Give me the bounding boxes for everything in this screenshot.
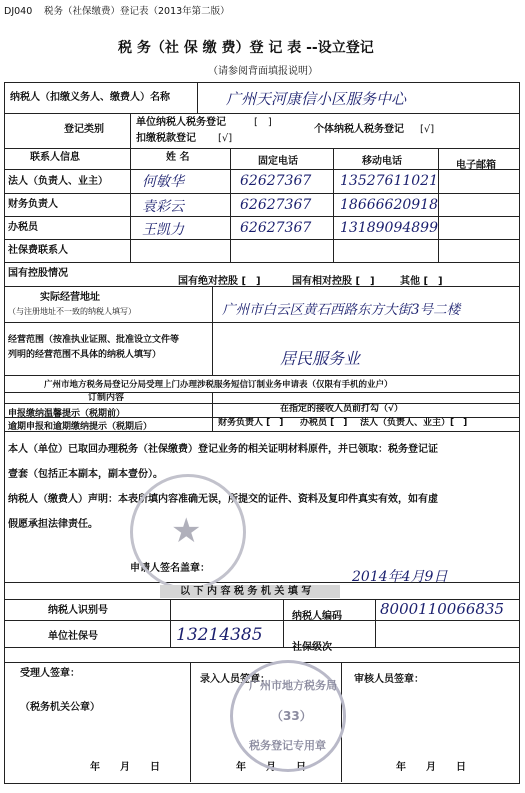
applicant-seal: [130, 474, 246, 590]
contacts-header-name: 姓 名: [166, 152, 190, 163]
contacts-header-info: 联系人信息: [30, 152, 80, 163]
seal-star-icon: ★: [171, 511, 202, 551]
scope-value[interactable]: 居民服务业: [280, 349, 361, 368]
unit-registration-label: 单位纳税人税务登记: [136, 117, 226, 128]
contacts-header-email: 电子邮箱: [456, 160, 496, 171]
address-sublabel: （与注册地址不一致的纳税人填写）: [8, 307, 136, 316]
accepter-sign-label: 受理人签章：: [20, 668, 80, 679]
sms-title: 广州市地方税务局登记分局受理上门办理涉税服务短信订制业务申请表（仅限有手机的业户）: [44, 380, 393, 390]
office-seal-label: （税务机关公章）: [20, 702, 100, 713]
state-holding-other[interactable]: 其他 [ ]: [400, 276, 443, 287]
sms-col-content: 订制内容: [88, 393, 125, 403]
scope-label: 经营范围（按准执业证照、批准设立文件等: [8, 335, 180, 345]
tax-code-label: 纳税人编码: [292, 611, 342, 622]
entry-date: 年 月 日: [236, 762, 306, 773]
declaration-line-3: 纳税人（缴费人）声明：本表所填内容准确无误，所提交的证件、资料及复印件真实有效，如有虚: [8, 494, 438, 505]
form-code: DJ040: [4, 6, 33, 17]
withholding-registration-label: 扣缴税款登记: [136, 133, 196, 144]
tax-bureau-stamp: [230, 660, 346, 772]
sms-col-receivers: 在指定的接收人员前打勾（√）: [280, 404, 404, 414]
contact-role-social: 社保费联系人: [8, 245, 68, 256]
contacts-header-mobile: 移动电话: [362, 156, 402, 167]
social-level-label: 社保级次: [292, 642, 332, 653]
unit-registration-checkbox[interactable]: [ ]: [254, 117, 272, 128]
applicant-sign-label: 申请人签名盖章：: [130, 563, 210, 574]
contacts-header-phone: 固定电话: [258, 156, 298, 167]
stamp-text-2: （33）: [271, 709, 312, 723]
sms-item-reminder: 申报缴纳温馨提示（税期前）: [8, 409, 126, 419]
state-holding-absolute[interactable]: 国有绝对控股 [ ]: [178, 276, 261, 287]
individual-registration-label: 个体纳税人税务登记: [314, 124, 404, 135]
social-no-label: 单位社保号: [48, 631, 98, 642]
form-name: 税务（社保缴费）登记表（2013年第二版）: [44, 6, 230, 17]
contact-phone-tax-officer[interactable]: 62627367: [240, 220, 312, 236]
declaration-line-4: 假愿承担法律责任。: [8, 519, 98, 530]
contact-mobile-finance[interactable]: 18666620918: [340, 197, 438, 213]
stamp-text-3: 税务登记专用章: [249, 739, 326, 752]
fill-note: （请参阅背面填报说明）: [208, 66, 318, 77]
contact-mobile-tax-officer[interactable]: 13189094899: [340, 220, 438, 236]
registration-category-label: 登记类别: [64, 124, 104, 135]
tax-code-value[interactable]: 8000110066835: [380, 600, 505, 618]
tax-id-label: 纳税人识别号: [48, 605, 108, 616]
declaration-line-2: 壹套（包括正本副本，副本壹份）。: [8, 469, 163, 480]
contact-phone-finance[interactable]: 62627367: [240, 197, 312, 213]
contact-role-tax-officer: 办税员: [8, 222, 38, 233]
contact-role-legal: 法人（负责人、业主）: [8, 176, 108, 187]
social-no-value[interactable]: 13214385: [176, 625, 263, 645]
sms-item-overdue: 逾期申报和逾期缴纳提示（税期后）: [8, 422, 153, 432]
entry-sign-label: 录入人员签章：: [200, 674, 270, 685]
sms-overdue-taxofficer[interactable]: 办税员 [ ]: [300, 418, 348, 428]
declaration-line-1: 本人（单位）已取回办理税务（社保缴费）登记业务的相关证明材料原件，并已领取：税务登记证: [8, 444, 438, 455]
review-sign-label: 审核人员签章：: [354, 674, 424, 685]
state-holding-label: 国有控股情况: [8, 268, 68, 279]
individual-registration-checkbox[interactable]: [√]: [420, 124, 435, 135]
office-banner: 以 下 内 容 税 务 机 关 填 写: [180, 586, 312, 597]
contact-mobile-legal[interactable]: 13527611021: [340, 173, 438, 189]
contact-name-legal[interactable]: 何敏华: [142, 174, 184, 190]
withholding-registration-checkbox[interactable]: [√]: [218, 133, 233, 144]
contact-role-finance: 财务负责人: [8, 199, 58, 210]
sms-overdue-legal[interactable]: 法人（负责人、业主）[ ]: [360, 418, 468, 428]
accept-date: 年 月 日: [90, 762, 160, 773]
contact-name-tax-officer[interactable]: 王凯力: [142, 222, 184, 238]
review-date: 年 月 日: [396, 762, 466, 773]
scope-label-2: 列明的经营范围不具体的纳税人填写）: [8, 350, 162, 360]
taxpayer-name-label: 纳税人（扣缴义务人、缴费人）名称: [10, 92, 170, 103]
sms-overdue-finance[interactable]: 财务负责人 [ ]: [218, 418, 284, 428]
contact-phone-legal[interactable]: 62627367: [240, 173, 312, 189]
application-date[interactable]: 2014年4月9日: [352, 569, 448, 585]
contact-name-finance[interactable]: 袁彩云: [142, 199, 184, 215]
state-holding-relative[interactable]: 国有相对控股 [ ]: [292, 276, 375, 287]
address-value[interactable]: 广州市白云区黄石西路东方大街3号二楼: [222, 302, 461, 318]
taxpayer-name-value[interactable]: 广州天河康信小区服务中心: [226, 90, 407, 108]
address-label: 实际经营地址: [40, 292, 100, 303]
page-title: 税 务（社 保 缴 费）登 记 表 --设立登记: [118, 40, 374, 56]
stamp-text-1: 广州市地方税务局: [249, 679, 337, 692]
